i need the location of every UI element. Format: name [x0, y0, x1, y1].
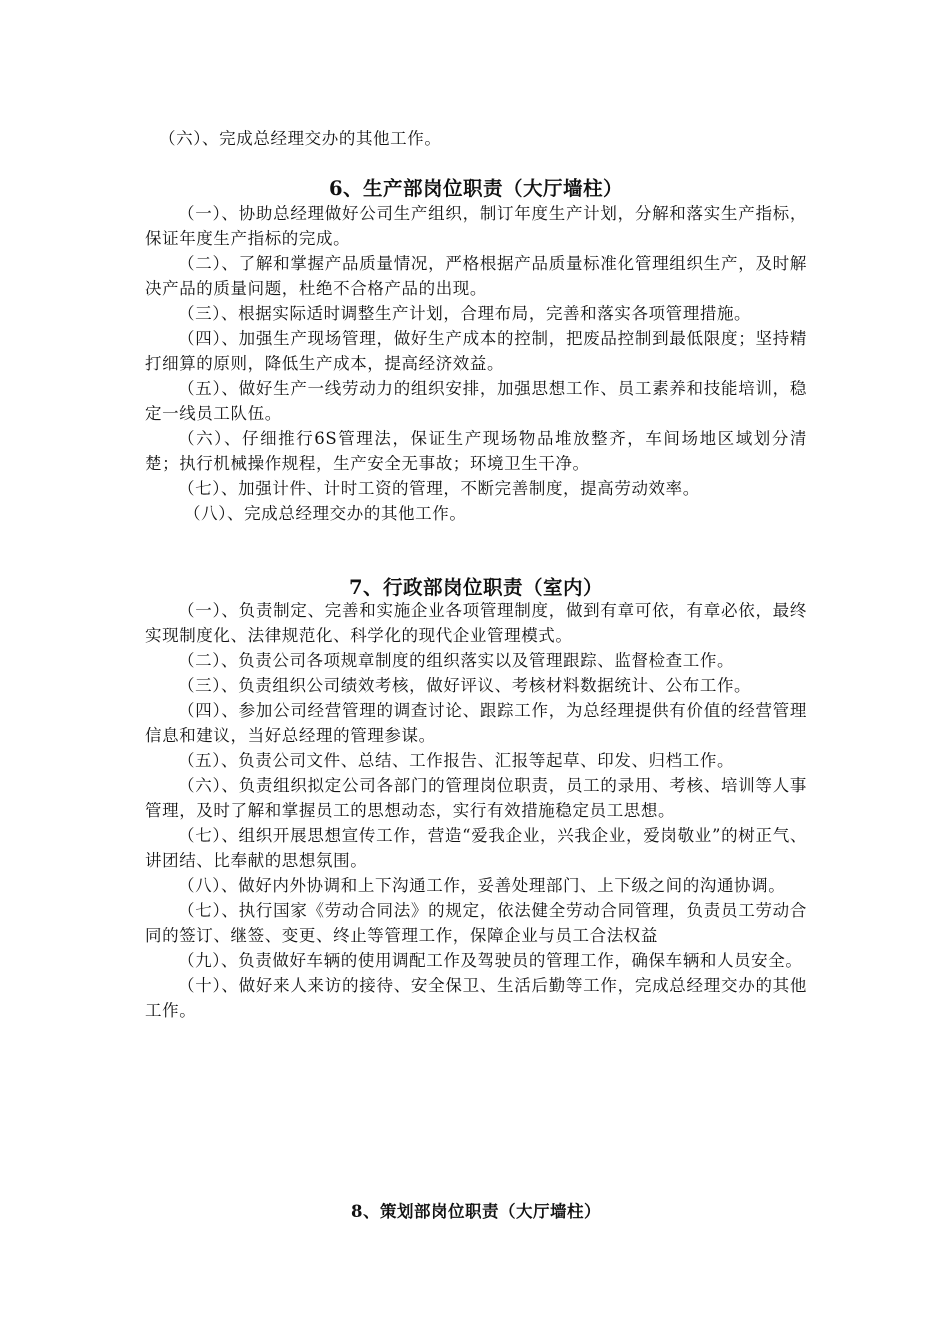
section-7-item-9: （七）、执行国家《劳动合同法》的规定，依法健全劳动合同管理，负责员工劳动合同的签订、继签、变更、终止等管理工作，保障企业与员工合法权益 — [145, 901, 807, 945]
section-7-item-4: （四）、参加公司经营管理的调查讨论、跟踪工作，为总经理提供有价值的经营管理信息和建议，当好总经理的管理参谋。 — [145, 701, 807, 745]
section-7-body — [145, 598, 807, 1023]
section-7-item-11: （十）、做好来人来访的接待、安全保卫、生活后勤等工作，完成总经理交办的其他工作。 — [145, 976, 807, 1020]
section-7-item-3: （三）、负责组织公司绩效考核，做好评议、考核材料数据统计、公布工作。 — [178, 676, 752, 695]
section-7-item-2: （二）、负责公司各项规章制度的组织落实以及管理跟踪、监督检查工作。 — [178, 651, 735, 670]
section-7-item-1: （一）、负责制定、完善和实施企业各项管理制度，做到有章可依，有章必依，最终实现制度化、法律规范化、科学化的现代企业管理模式。 — [145, 601, 807, 645]
section-7-item-5: （五）、负责公司文件、总结、工作报告、汇报等起草、印发、归档工作。 — [178, 751, 735, 770]
section-6-item-3: （三）、根据实际适时调整生产计划，合理布局，完善和落实各项管理措施。 — [178, 304, 752, 323]
section-8-title: 8、策划部岗位职责（大厅墙柱） — [351, 1202, 601, 1221]
section-6-title: 6、生产部岗位职责（大厅墙柱） — [328, 177, 624, 200]
section-6-body — [145, 201, 807, 526]
section-6-item-1: （一）、协助总经理做好公司生产组织，制订年度生产计划，分解和落实生产指标，保证年度生产指标的完成。 — [145, 204, 807, 248]
section-7-item-10: （九）、负责做好车辆的使用调配工作及驾驶员的管理工作，确保车辆和人员安全。 — [178, 951, 803, 970]
section-7-item-8: （八）、做好内外协调和上下沟通工作，妥善处理部门、上下级之间的沟通协调。 — [178, 876, 786, 895]
section-6-item-6: （六）、仔细推行6S管理法，保证生产现场物品堆放整齐，车间场地区域划分清楚；执行机械操作规程，生产安全无事故；环境卫生干净。 — [145, 429, 807, 473]
intro-block — [145, 126, 807, 151]
section-6-item-7: （七）、加强计件、计时工资的管理，不断完善制度，提高劳动效率。 — [178, 479, 700, 498]
section-7-title: 7、行政部岗位职责（室内） — [348, 576, 604, 599]
section-7-item-7: （七）、组织开展思想宣传工作，营造“爱我企业，兴我企业，爱岗敬业”的树正气、讲团结、比奉献的思想氛围。 — [145, 826, 807, 870]
section-7-item-6: （六）、负责组织拟定公司各部门的管理岗位职责，员工的录用、考核、培训等人事管理，及时了解和掌握员工的思想动态，实行有效措施稳定员工思想。 — [145, 776, 807, 820]
section-6-item-4: （四）、加强生产现场管理，做好生产成本的控制，把废品控制到最低限度；坚持精打细算的原则，降低生产成本，提高经济效益。 — [145, 329, 807, 373]
section-6-item-2: （二）、了解和掌握产品质量情况，严格根据产品质量标准化管理组织生产，及时解决产品的质量问题，杜绝不合格产品的出现。 — [145, 254, 807, 298]
section-6-item-8: （八）、完成总经理交办的其他工作。 — [184, 504, 467, 523]
section-6-item-5: （五）、做好生产一线劳动力的组织安排，加强思想工作、员工素养和技能培训，稳定一线员工队伍。 — [145, 379, 807, 423]
intro-line: （六）、完成总经理交办的其他工作。 — [159, 129, 442, 148]
